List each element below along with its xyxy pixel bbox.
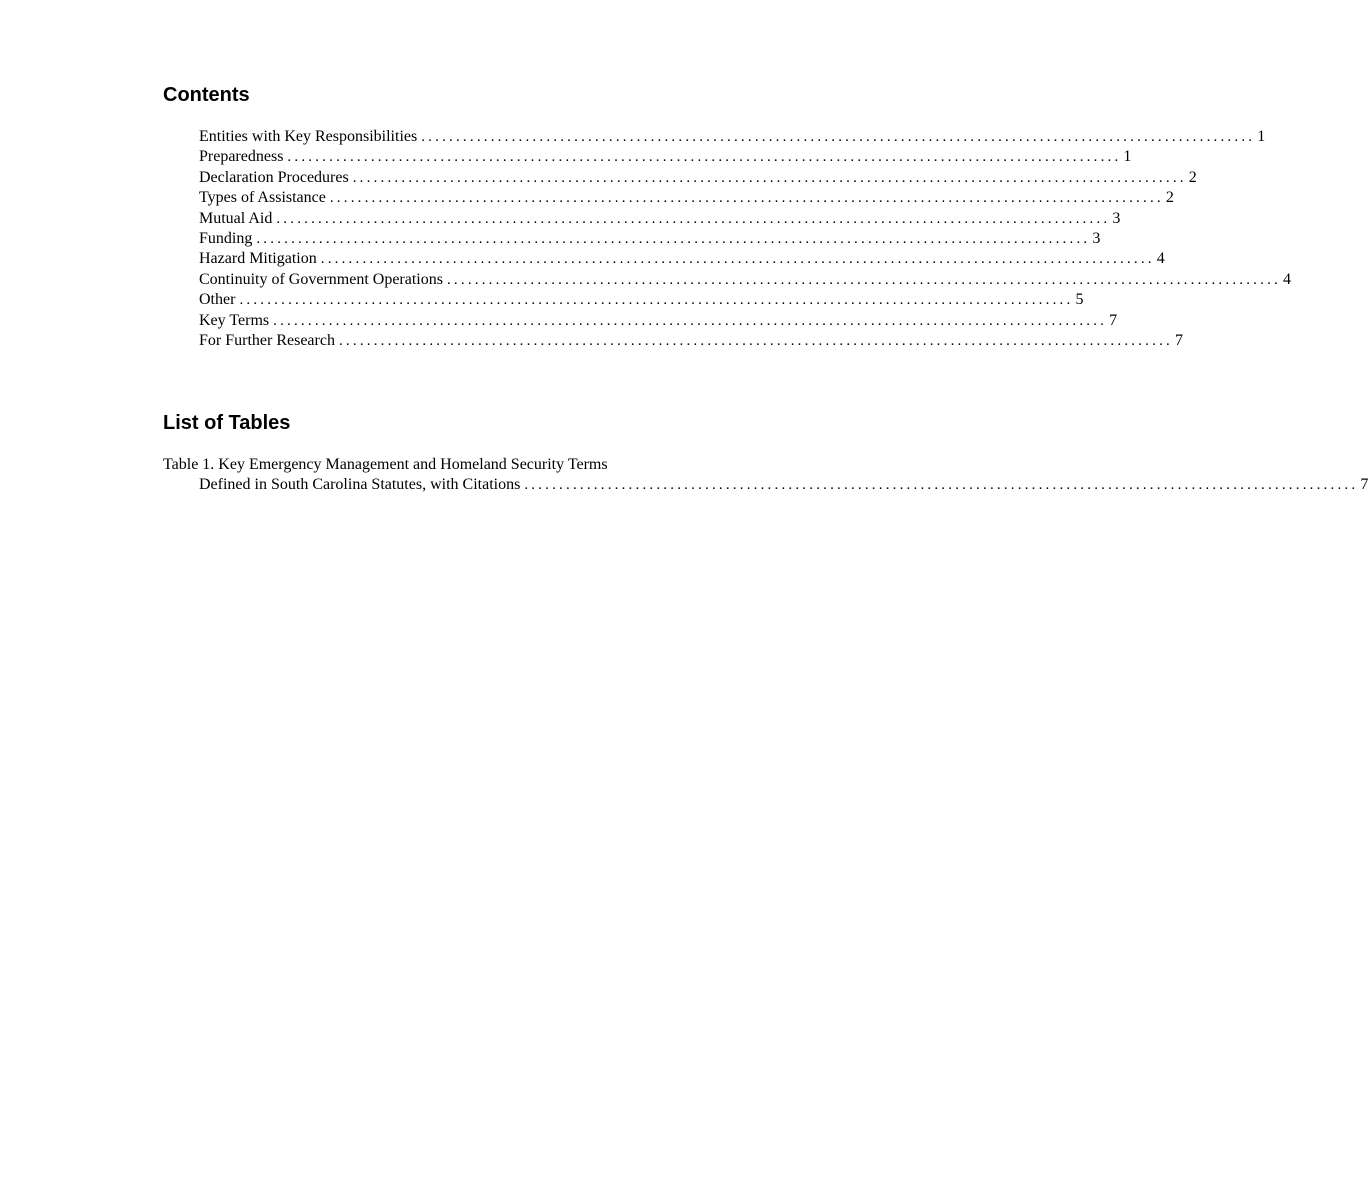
dot-leader: ........................................................................................................................ xyxy=(287,149,1122,166)
dot-leader: ........................................................................................................................ xyxy=(329,190,1164,207)
toc-entry-page: 7 xyxy=(1109,311,1118,329)
toc-entry[interactable] xyxy=(199,290,1084,310)
toc-entry[interactable] xyxy=(199,209,1121,229)
table-entry-title: Table 1. Key Emergency Management and Homeland Security Terms xyxy=(163,456,608,473)
list-of-tables-heading: List of Tables xyxy=(163,412,291,434)
toc-entry[interactable] xyxy=(199,331,1183,351)
dot-leader: ........................................................................................................................ xyxy=(273,312,1108,329)
list-of-tables xyxy=(163,455,1368,496)
toc-entry-label: Other xyxy=(199,291,236,309)
table-of-contents xyxy=(199,127,1291,351)
toc-entry-page: 1 xyxy=(1123,148,1132,166)
toc-entry-page: 4 xyxy=(1156,250,1165,268)
toc-entry-label: Key Terms xyxy=(199,311,270,329)
toc-entry-label: Entities with Key Responsibilities xyxy=(199,128,418,145)
toc-entry-label: Continuity of Government Operations xyxy=(199,270,443,288)
dot-leader: ........................................................................................................................ xyxy=(338,332,1173,349)
toc-entry[interactable] xyxy=(199,311,1118,331)
table-entry-continuation xyxy=(163,475,1368,495)
toc-entry-label: Declaration Procedures xyxy=(199,168,349,186)
table-list-entry[interactable] xyxy=(163,455,1368,496)
toc-entry-label: Preparedness xyxy=(199,148,284,166)
toc-entry-page: 5 xyxy=(1075,291,1084,309)
toc-entry[interactable] xyxy=(199,270,1291,290)
contents-heading: Contents xyxy=(163,84,250,106)
toc-entry[interactable] xyxy=(199,168,1197,188)
dot-leader: ........................................................................................................................ xyxy=(320,251,1155,268)
toc-entry[interactable] xyxy=(199,229,1101,249)
toc-entry-label: Types of Assistance xyxy=(199,189,326,207)
dot-leader: ........................................................................................................................ xyxy=(421,129,1256,145)
toc-entry-page: 1 xyxy=(1257,128,1266,145)
toc-entry-page: 2 xyxy=(1165,189,1174,207)
toc-entry-page: 7 xyxy=(1174,331,1183,349)
toc-entry-page: 2 xyxy=(1188,168,1197,186)
toc-entry[interactable] xyxy=(199,127,1266,147)
toc-entry-label: Hazard Mitigation xyxy=(199,250,317,268)
dot-leader: ........................................................................................................................ xyxy=(276,210,1111,227)
toc-entry-page: 3 xyxy=(1092,229,1101,247)
dot-leader: ........................................................................................................................ xyxy=(239,292,1074,309)
toc-entry-label: Funding xyxy=(199,229,253,247)
toc-entry[interactable] xyxy=(199,249,1165,269)
dot-leader: ........................................................................................................................ xyxy=(524,477,1359,494)
table-entry-page: 7 xyxy=(1360,476,1368,494)
toc-entry-page: 4 xyxy=(1282,270,1291,288)
toc-entry[interactable] xyxy=(199,147,1132,167)
toc-entry-label: For Further Research xyxy=(199,331,335,349)
table-entry-subtitle: Defined in South Carolina Statutes, with Citations xyxy=(199,476,521,494)
toc-entry[interactable] xyxy=(199,188,1174,208)
dot-leader: ........................................................................................................................ xyxy=(446,271,1281,288)
dot-leader: ........................................................................................................................ xyxy=(256,230,1091,247)
toc-entry-page: 3 xyxy=(1112,209,1121,227)
dot-leader: ........................................................................................................................ xyxy=(352,169,1187,186)
toc-entry-label: Mutual Aid xyxy=(199,209,273,227)
